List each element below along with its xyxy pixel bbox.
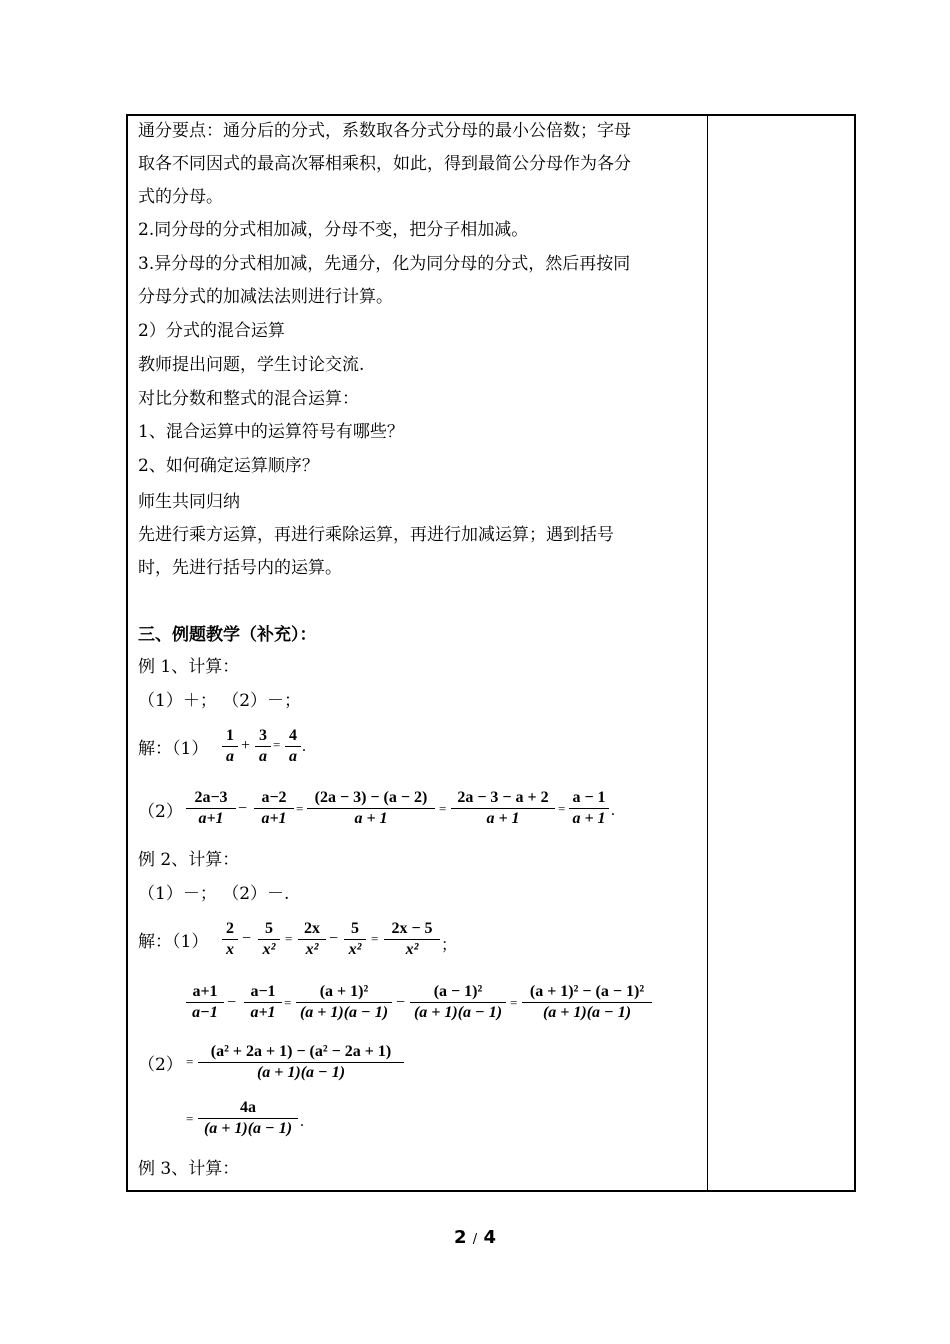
text-line: 1、混合运算中的运算符号有哪些？ [138,422,404,442]
page-separator: / [472,1232,478,1247]
fraction: 2x − 5 x² [384,919,440,960]
text-line: 2、如何确定运算顺序？ [138,456,319,476]
text-line: 时，先进行括号内的运算。 [138,558,342,578]
operator: = [296,801,304,816]
operator: − [227,994,237,1011]
operator: = [439,801,447,816]
operator: − [329,930,339,947]
text-line: 先进行乘方运算，再进行乘除运算，再进行加减运算；遇到括号 [138,525,614,545]
example-2-title: 例 2、计算： [138,850,240,870]
fraction: a−2 a+1 [254,788,294,829]
operator: . [300,1113,304,1130]
text-line: 师生共同归纳 [138,492,240,512]
operator: = [186,1054,194,1069]
example-1-problems: （1）＋； （2）－； [138,691,302,711]
fraction: 4 a [285,726,301,767]
example-1-solution-label: 解：（1） [138,739,209,759]
fraction: (a² + 2a + 1) − (a² − 2a + 1) (a + 1)(a − 1) [198,1042,404,1083]
fraction: a−1 a+1 [244,982,282,1023]
operator: = [284,995,292,1010]
fraction: 5 x² [258,919,280,960]
operator: − [242,930,252,947]
lesson-table [126,114,856,1192]
fraction: (a + 1)² − (a − 1)² (a + 1)(a − 1) [522,982,652,1023]
section-title: 三、例题教学（补充）： [138,625,317,645]
operator: − [238,800,248,817]
fraction: 5 x² [344,919,366,960]
text-line: 对比分数和整式的混合运算： [138,389,359,409]
operator: + [241,737,251,754]
operator: = [285,931,293,946]
operator: − [396,994,406,1011]
fraction: 1 a [222,726,238,767]
text-line: 2）分式的混合运算 [138,321,285,341]
fraction: (a + 1)² (a + 1)(a − 1) [296,982,392,1023]
operator: = [510,995,518,1010]
example-2-solution-label: 解：（1） [138,932,209,952]
example-1-title: 例 1、计算： [138,657,240,677]
example-2-solution-2-label: （2） [138,1055,183,1075]
text-line: 取各不同因式的最高次幂相乘积，如此，得到最简公分母作为各分 [138,154,631,174]
operator: = [273,737,281,752]
operator: = [371,931,379,946]
text-line: 分母分式的加减法法则进行计算。 [138,287,393,307]
text-line: 通分要点：通分后的分式，系数取各分式分母的最小公倍数；字母 [138,121,631,141]
fraction: 2 x [222,919,238,960]
operator: = [186,1111,194,1126]
page-total: 4 [483,1227,496,1248]
fraction: a − 1 a + 1 [569,788,609,829]
fraction: (a − 1)² (a + 1)(a − 1) [410,982,506,1023]
column-divider [707,116,708,1190]
example-2-problems: （1）－； （2）－. [138,884,290,904]
text-line: 教师提出问题，学生讨论交流. [138,355,365,375]
operator: = [558,801,566,816]
fraction: 4a (a + 1)(a − 1) [198,1098,298,1139]
page-number [0,1227,950,1248]
fraction: 2x x² [298,919,326,960]
page-current: 2 [453,1227,467,1248]
fraction: (2a − 3) − (a − 2) a + 1 [307,788,435,829]
text-line: 3.异分母的分式相加减，先通分，化为同分母的分式，然后再按同 [138,254,631,274]
operator: . [302,738,306,755]
operator: ； [441,937,458,954]
operator: . [611,802,615,819]
fraction: a+1 a−1 [186,982,224,1023]
fraction: 3 a [255,726,271,767]
fraction: 2a − 3 − a + 2 a + 1 [451,788,555,829]
example-3-title: 例 3、计算： [138,1159,240,1179]
fraction: 2a−3 a+1 [186,788,236,829]
text-line: 2.同分母的分式相加减，分母不变，把分子相加减。 [138,220,529,240]
text-line: 式的分母。 [138,187,223,207]
example-1-solution-2-label: （2） [138,802,183,822]
